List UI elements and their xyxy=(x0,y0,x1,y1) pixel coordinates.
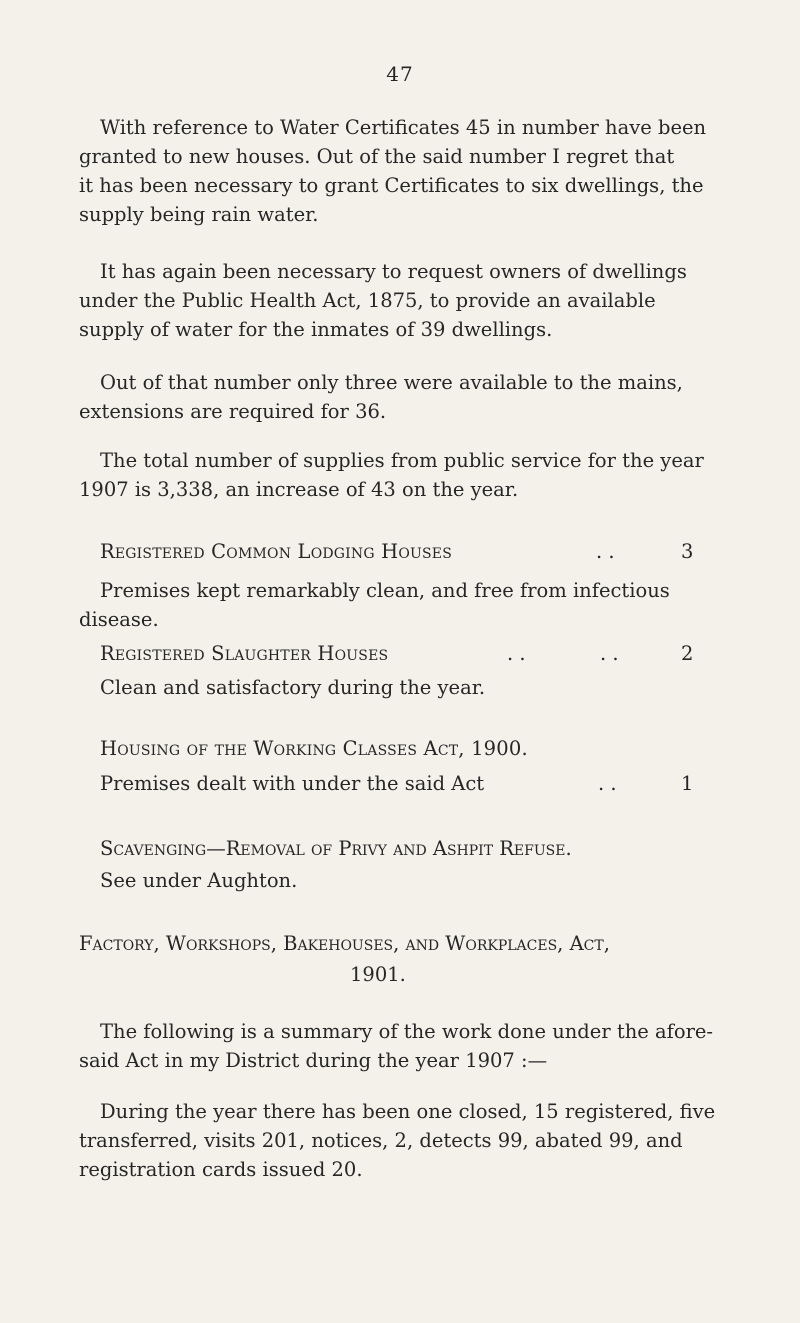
scavenging-heading: Scavenging—Removal of Privy and Ashpit Refuse. xyxy=(100,837,572,860)
text-line: granted to new houses. Out of the said number I regret that xyxy=(79,145,675,168)
text-line: extensions are required for 36. xyxy=(79,400,387,423)
slaughter-heading: Registered Slaughter Houses xyxy=(100,642,389,665)
slaughter-note: Clean and satisfactory during the year. xyxy=(100,676,486,699)
text-line: During the year there has been one closed, 15 registered, five xyxy=(100,1100,716,1123)
paragraph-public-health xyxy=(79,257,710,344)
page-number: 47 xyxy=(386,62,414,86)
text-line: under the Public Health Act, 1875, to provide an available xyxy=(79,289,656,312)
factory-heading-line2: 1901. xyxy=(350,963,406,986)
text-line: 1907 is 3,338, an increase of 43 on the year. xyxy=(79,478,519,501)
text-line: The total number of supplies from public service for the year xyxy=(100,449,704,472)
text-line: The following is a summary of the work done under the afore- xyxy=(100,1020,714,1043)
lodging-leader: . . xyxy=(596,540,615,563)
text-line: Premises kept remarkably clean, and free from infectious xyxy=(100,579,670,602)
housing-value: 1 xyxy=(681,772,694,795)
housing-item: Premises dealt with under the said Act xyxy=(100,772,485,795)
paragraph-summary xyxy=(79,1017,714,1075)
lodging-note xyxy=(79,576,710,634)
housing-leader: . . xyxy=(598,772,617,795)
paragraph-mains xyxy=(79,368,710,426)
paragraph-supplies xyxy=(79,446,710,504)
text-line: registration cards issued 20. xyxy=(79,1158,363,1181)
slaughter-leader-2: . . xyxy=(600,642,619,665)
factory-heading-line1: Factory, Workshops, Bakehouses, and Workplaces, Act, xyxy=(79,932,610,955)
text-line: it has been necessary to grant Certificates to six dwellings, the xyxy=(79,174,704,197)
text-line: supply being rain water. xyxy=(79,203,319,226)
housing-heading: Housing of the Working Classes Act, 1900. xyxy=(100,737,528,760)
text-line: With reference to Water Certificates 45 in number have been xyxy=(100,116,707,139)
text-line: Out of that number only three were available to the mains, xyxy=(100,371,683,394)
scavenging-note: See under Aughton. xyxy=(100,869,298,892)
text-line: It has again been necessary to request owners of dwellings xyxy=(100,260,687,283)
lodging-heading: Registered Common Lodging Houses xyxy=(100,540,453,563)
text-line: said Act in my District during the year 1907 :— xyxy=(79,1049,548,1072)
lodging-value: 3 xyxy=(681,540,694,563)
slaughter-value: 2 xyxy=(681,642,694,665)
paragraph-during xyxy=(79,1097,716,1184)
text-line: disease. xyxy=(79,608,159,631)
slaughter-leader-1: . . xyxy=(507,642,526,665)
text-line: supply of water for the inmates of 39 dwellings. xyxy=(79,318,553,341)
paragraph-water-certificates xyxy=(79,113,710,229)
text-line: transferred, visits 201, notices, 2, detects 99, abated 99, and xyxy=(79,1129,683,1152)
